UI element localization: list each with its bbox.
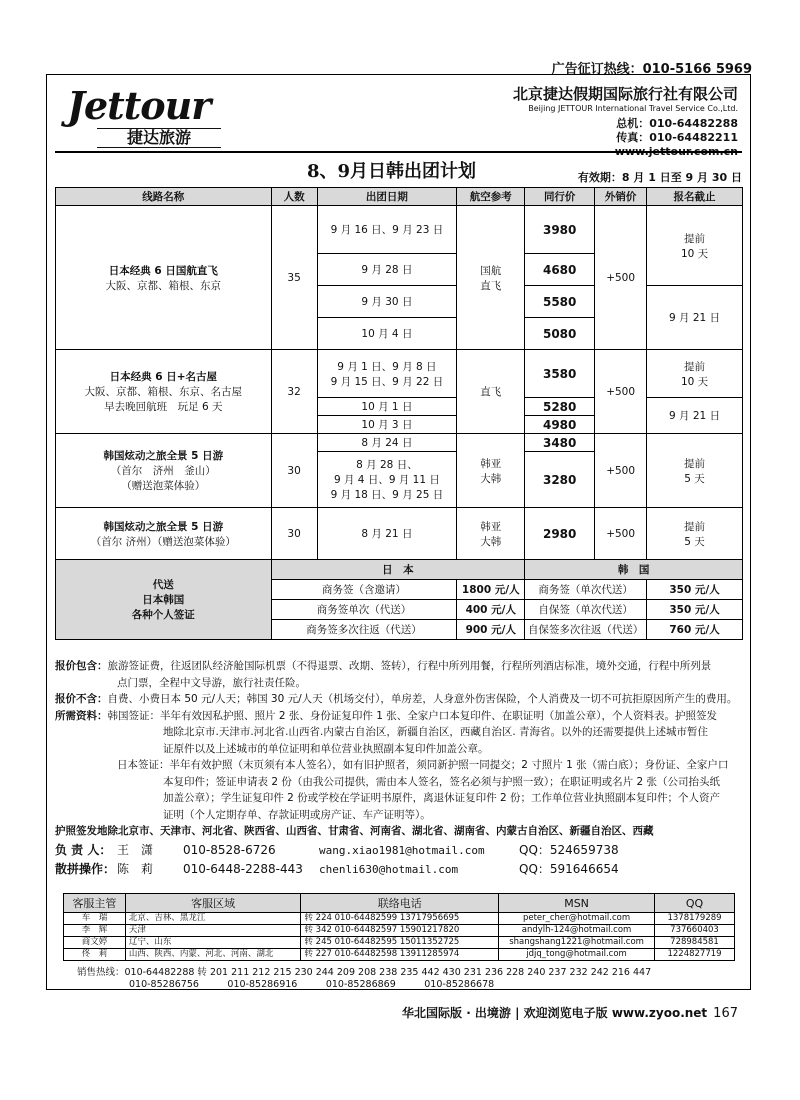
- route-name: 日本经典 6 日国航直飞 大阪、京都、箱根、东京: [56, 206, 272, 350]
- tour-table: [55, 187, 743, 640]
- brochure-frame: [46, 74, 751, 990]
- table-row: 韩国炫动之旅全景 5 日游 （首尔 济州）（赠送泡菜体验） 30 8 月 21 日 韩亚 大韩 2980 +500 提前 5 天: [56, 508, 743, 560]
- customer-service-table: 客服主管 客服区域 联络电话 MSN QQ 车 瑞 北京、吉林、黑龙江 转 224 010-64482599 13717956695 peter_cher@hotmail.com 1378179289 李 辉 天津 转 342 010-64482597 15901217820 andylh-124@hotmail.com 737660403 商文婷 辽宁、山东 转 245 010-64482595 15011352725 shangshang1221@hotmail.com 728984581 佟 莉 山西、陕西、内蒙、河北、河南、湖北 转 227 010-64482598 13911285974 jdjq_tong@hotmail.com 1224827719: [63, 893, 735, 961]
- table-row: 韩国炫动之旅全景 5 日游 （首尔 济州 釜山） （赠送泡菜体验） 30 8 月 24 日 韩亚 大韩 3480 +500 提前 5 天: [56, 434, 743, 452]
- table-row: 日本经典 6 日国航直飞 大阪、京都、箱根、东京 35 9 月 16 日、9 月 23 日 国航 直飞 3980 +500 提前 10 天: [56, 206, 743, 254]
- visa-header-row: 代送 日本韩国 各种个人签证 日 本 韩 国: [56, 560, 743, 580]
- fax: 传真：010-64482211: [616, 131, 738, 144]
- company-info: [513, 83, 738, 159]
- table-row: 商文婷 辽宁、山东 转 245 010-64482595 15011352725 shangshang1221@hotmail.com 728984581: [64, 937, 735, 949]
- table-row: 商务签多次往返（代送） 900 元/人 自保签多次往返（代送） 760 元/人: [56, 620, 743, 640]
- logo-cn: 捷达旅游: [97, 128, 221, 148]
- notes: 报价包含：旅游签证费，往返团队经济舱国际机票（不得退票、改期、签转），行程中所列用餐，行程所列酒店标准，境外交通，行程中所列景 点门票，全程中文导游，旅行社责任险。 报价不含：自费、小费日本 50 元/人天；韩国 30 元/人天（机场交付），单房差，人身意外伤害保险，个人消费及一切不可抗拒原因所产生的费用。 所需资料：韩国签证：半年有效因私护照、照片 2 张、身份证复印件 1 张、全家户口本复印件、在职证明（加盖公章），个人资料表。护照签发 地除北京市.天津市.河北省.山西省.内蒙古自治区，新疆自治区，西藏自治区. 青海省。以外的还需要提供上述城市暂住 证原件以及上述城市的单位证明和单位营业执照副本复印件加盖公章。 日本签证：半年有效护照（末页须有本人签名），如有旧护照者，须同新护照一同提交；2 寸照片 1 张（需白底）；身份证、全家户口 本复印件；签证申请表 2 份（由我公司提供，需由本人签名，签名必须与护照一致）；在职证明或名片 2 张（公司抬头纸 加盖公章）；学生证复印件 2 份或学校在学证明书原件，离退休证复印件 2 份；工作单位营业执照副本复印件；个人资产 证明（个人定期存单、存款证明或房产证、车产证明等）。 护照签发地除北京市、天津市、河北省、陕西省、山西省、甘肃省、河南省、湖北省、湖南省、内蒙古自治区、新疆自治区、西藏: [55, 660, 738, 837]
- page-number: 167: [713, 1006, 738, 1021]
- company-name-en: Beijing JETTOUR International Travel Service Co.,Ltd.: [528, 104, 738, 113]
- table-row: 9 月 28 日 4680: [56, 254, 743, 286]
- table-row: 10 月 1 日 5280 9 月 21 日: [56, 398, 743, 416]
- logo: [67, 83, 221, 148]
- contacts: 负 责 人： 王 潇 010-8528-6726 wang.xiao1981@hotmail.com QQ：524659738 散拼操作： 陈 莉 010-6448-2288-443 chenli630@hotmail.com QQ：591646654: [55, 843, 619, 876]
- table-row: 8 月 28 日、 9 月 4 日、9 月 11 日 9 月 18 日、9 月 25 日 3280: [56, 452, 743, 508]
- footer: 华北国际版 · 出境游 | 欢迎浏览电子版 www.zyoo.net 167: [402, 1006, 738, 1021]
- route-name: 韩国炫动之旅全景 5 日游 （首尔 济州）（赠送泡菜体验）: [56, 508, 272, 560]
- page-title: 8、9月日韩出团计划: [307, 161, 477, 182]
- company-name: 北京捷达假期国际旅行社有限公司: [512, 85, 738, 103]
- website: www.jettour.com.cn: [614, 145, 738, 158]
- validity: 有效期：8 月 1 日至 9 月 30 日: [577, 171, 742, 184]
- route-name: 韩国炫动之旅全景 5 日游 （首尔 济州 釜山） （赠送泡菜体验）: [56, 434, 272, 508]
- table-row: 商务签（含邀请） 1800 元/人 商务签（单次代送） 350 元/人: [56, 580, 743, 600]
- table-row: 李 辉 天津 转 342 010-64482597 15901217820 andylh-124@hotmail.com 737660403: [64, 925, 735, 937]
- table-header: 线路名称 人数 出团日期 航空参考 同行价 外销价 报名截止: [56, 188, 743, 206]
- table-row: 佟 莉 山西、陕西、内蒙、河北、河南、湖北 转 227 010-64482598 13911285974 jdjq_tong@hotmail.com 1224827719: [64, 949, 735, 961]
- table-row: 车 瑞 北京、吉林、黑龙江 转 224 010-64482599 13717956695 peter_cher@hotmail.com 1378179289: [64, 913, 735, 925]
- table-row: 商务签单次（代送） 400 元/人 自保签（单次代送） 350 元/人: [56, 600, 743, 620]
- route-name: 日本经典 6 日+名古屋 大阪、京都、箱根、东京、名古屋 早去晚回航班 玩足 6 天: [56, 350, 272, 434]
- table-row: 9 月 30 日 5580 9 月 21 日: [56, 286, 743, 318]
- table-row: 日本经典 6 日+名古屋 大阪、京都、箱根、东京、名古屋 早去晚回航班 玩足 6 天 32 9 月 1 日、9 月 8 日 9 月 15 日、9 月 22 日 直飞 3580 +500 提前 10 天: [56, 350, 743, 398]
- header-divider: [55, 151, 742, 153]
- phone: 总机：010-64482288: [616, 117, 738, 130]
- visa-label: 代送 日本韩国 各种个人签证: [56, 560, 272, 640]
- table-row: 10 月 3 日 4980: [56, 416, 743, 434]
- ad-hotline: 广告征订热线：010-5166 5969: [551, 62, 752, 77]
- sales-hotline: 销售热线：010-64482288 转 201 211 212 215 230 244 209 208 238 235 442 430 231 236 228 240 237 232 242 216 447 010-85286756 010-85286916 010-85286869 010-85286678: [77, 967, 652, 990]
- logo-text: Jettour: [67, 83, 211, 128]
- table-row: 10 月 4 日 5080: [56, 318, 743, 350]
